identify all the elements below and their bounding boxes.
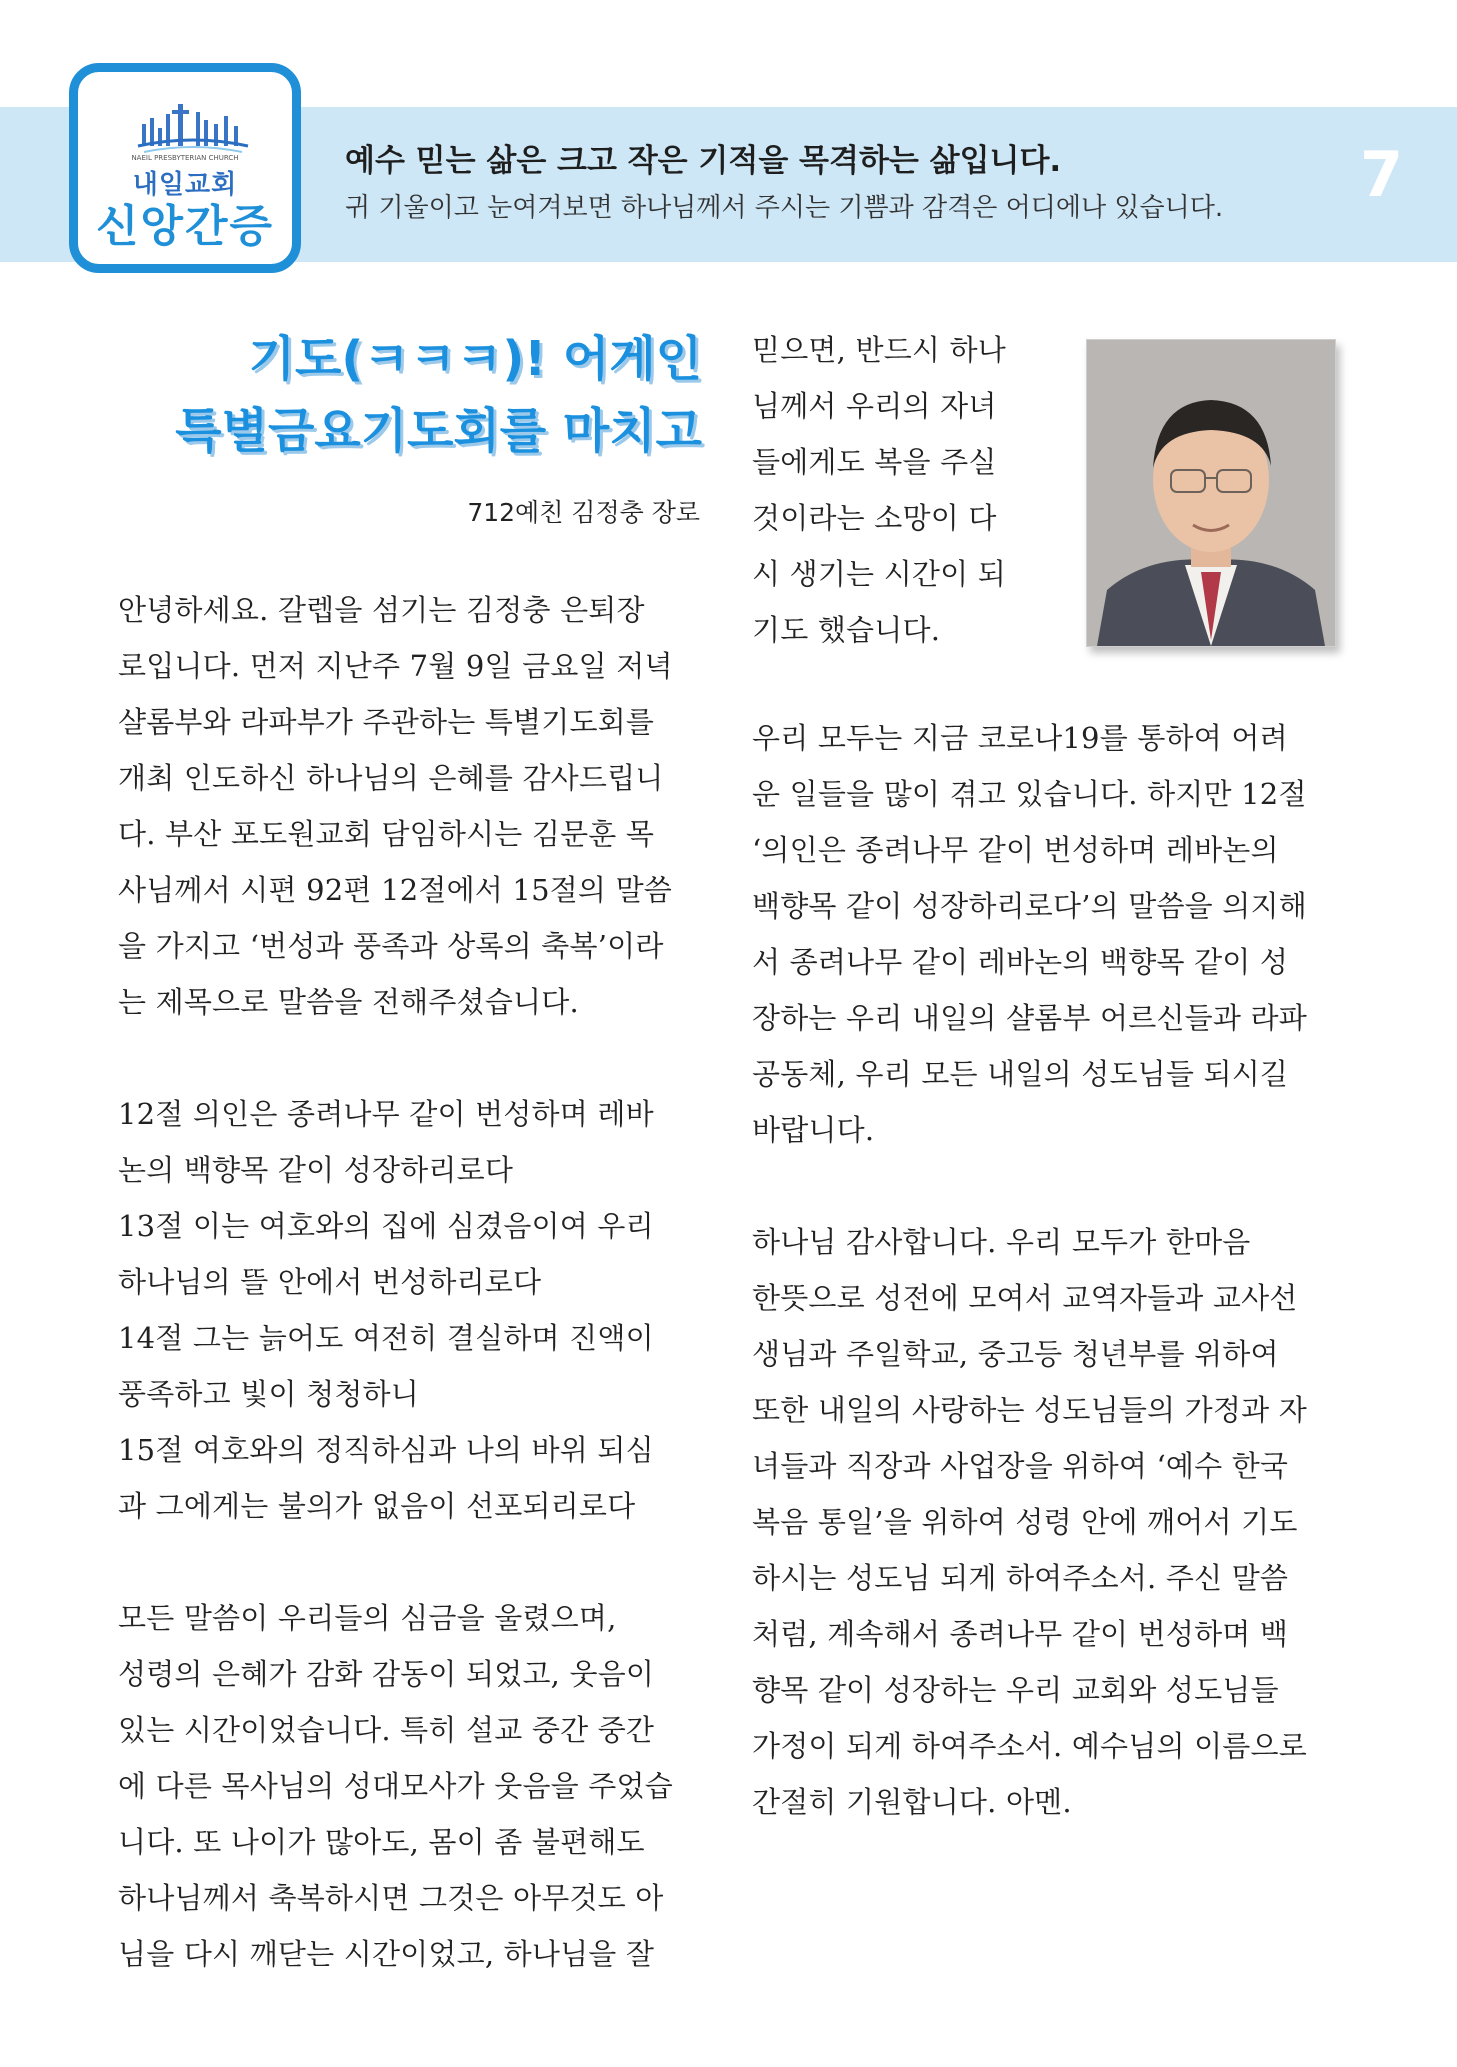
text-line: 님께서 우리의 자녀 xyxy=(752,389,997,423)
text-line: 다. 부산 포도원교회 담임하시는 김문훈 목 xyxy=(118,817,655,851)
right-top-text xyxy=(752,322,1006,658)
text-line: 복음 통일’을 위하여 성령 안에 깨어서 기도 xyxy=(752,1505,1298,1539)
text-line: 공동체, 우리 모든 내일의 성도님들 되시길 xyxy=(752,1057,1289,1091)
article-author: 712예친 김정충 장로 xyxy=(467,498,700,527)
page-number: 7 xyxy=(1360,138,1404,211)
text-line: 을 가지고 ‘번성과 풍족과 상록의 축복’이라 xyxy=(118,929,664,963)
text-line: 시 생기는 시간이 되 xyxy=(752,557,1006,591)
text-line: 님을 다시 깨닫는 시간이었고, 하나님을 잘 xyxy=(118,1937,655,1971)
text-line: 성령의 은혜가 감화 감동이 되었고, 웃음이 xyxy=(118,1657,655,1691)
text-line: 들에게도 복을 주실 xyxy=(752,445,997,479)
text-line: 로입니다. 먼저 지난주 7월 9일 금요일 저녁 xyxy=(118,649,673,683)
church-skyline-icon xyxy=(134,94,252,156)
text-line: ‘의인은 종려나무 같이 번성하며 레바논의 xyxy=(752,833,1279,867)
text-line: 처럼, 계속해서 종려나무 같이 번성하며 백 xyxy=(752,1617,1289,1651)
text-line: 안녕하세요. 갈렙을 섬기는 김정충 은퇴장 xyxy=(118,593,645,627)
text-line: 장하는 우리 내일의 샬롬부 어르신들과 라파 xyxy=(752,1001,1307,1035)
text-line: 운 일들을 많이 겪고 있습니다. 하지만 12절 xyxy=(752,777,1307,811)
text-line: 향목 같이 성장하는 우리 교회와 성도님들 xyxy=(752,1673,1279,1707)
text-line: 가정이 되게 하여주소서. 예수님의 이름으로 xyxy=(752,1729,1307,1763)
text-line: 생님과 주일학교, 중고등 청년부를 위하여 xyxy=(752,1337,1279,1371)
paragraph-gap xyxy=(118,1030,673,1086)
text-line: 사님께서 시편 92편 12절에서 15절의 말씀 xyxy=(118,873,672,907)
right-text-column xyxy=(752,710,1307,1830)
text-line: 바랍니다. xyxy=(752,1113,875,1147)
text-line: 12절 의인은 종려나무 같이 번성하며 레바 xyxy=(118,1097,654,1131)
text-line: 하나님의 뜰 안에서 번성하리로다 xyxy=(118,1265,542,1299)
left-text-column xyxy=(118,582,673,1982)
text-line: 간절히 기원합니다. 아멘. xyxy=(752,1785,1072,1819)
text-line: 녀들과 직장과 사업장을 위하여 ‘예수 한국 xyxy=(752,1449,1289,1483)
text-line: 에 다른 목사님의 성대모사가 웃음을 주었습 xyxy=(118,1769,673,1803)
church-logo-badge xyxy=(69,63,301,273)
text-line: 14절 그는 늙어도 여전히 결실하며 진액이 xyxy=(118,1321,654,1355)
text-line: 하나님께서 축복하시면 그것은 아무것도 아 xyxy=(118,1881,664,1915)
logo-tagline: NAEIL PRESBYTERIAN CHURCH xyxy=(131,154,239,162)
tagline-sub: 귀 기울이고 눈여겨보면 하나님께서 주시는 기쁨과 감격은 어디에나 있습니다. xyxy=(345,193,1224,223)
text-line: 백향목 같이 성장하리로다’의 말씀을 의지해 xyxy=(752,889,1307,923)
text-line: 과 그에게는 불의가 없음이 선포되리로다 xyxy=(118,1489,636,1523)
text-line: 샬롬부와 라파부가 주관하는 특별기도회를 xyxy=(118,705,655,739)
text-line: 한뜻으로 성전에 모여서 교역자들과 교사선 xyxy=(752,1281,1298,1315)
paragraph-gap xyxy=(118,1534,673,1590)
text-line: 개최 인도하신 하나님의 은혜를 감사드립니 xyxy=(118,761,664,795)
text-line: 모든 말씀이 우리들의 심금을 울렸으며, xyxy=(118,1601,617,1635)
text-line: 풍족하고 빛이 청청하니 xyxy=(118,1377,419,1411)
text-line: 있는 시간이었습니다. 특히 설교 중간 중간 xyxy=(118,1713,655,1747)
section-title: 신앙간증 xyxy=(95,201,274,252)
text-line: 15절 여호와의 정직하심과 나의 바위 되심 xyxy=(118,1433,654,1467)
text-line: 우리 모두는 지금 코로나19를 통하여 어려 xyxy=(752,721,1288,755)
text-line: 또한 내일의 사랑하는 성도님들의 가정과 자 xyxy=(752,1393,1307,1427)
author-photo xyxy=(1086,339,1336,647)
text-line: 13절 이는 여호와의 집에 심겼음이여 우리 xyxy=(118,1209,654,1243)
tagline-main: 예수 믿는 삶은 크고 작은 기적을 목격하는 삶입니다. xyxy=(345,143,1062,179)
text-line: 하시는 성도님 되게 하여주소서. 주신 말씀 xyxy=(752,1561,1289,1595)
text-line: 것이라는 소망이 다 xyxy=(752,501,997,535)
text-line: 는 제목으로 말씀을 전해주셨습니다. xyxy=(118,985,579,1019)
text-line: 기도 했습니다. xyxy=(752,613,941,647)
text-line: 논의 백향목 같이 성장하리로다 xyxy=(118,1153,514,1187)
text-line: 서 종려나무 같이 레바논의 백향목 같이 성 xyxy=(752,945,1289,979)
article-title-line2: 특별금요기도회를 마치고 xyxy=(175,403,702,459)
text-line: 하나님 감사합니다. 우리 모두가 한마음 xyxy=(752,1225,1251,1259)
article-title-line1: 기도(ㅋㅋㅋ)! 어게인 xyxy=(248,331,702,387)
church-name: 내일교회 xyxy=(132,170,238,200)
text-line: 믿으면, 반드시 하나 xyxy=(752,333,1006,367)
text-line: 니다. 또 나이가 많아도, 몸이 좀 불편해도 xyxy=(118,1825,645,1859)
paragraph-gap xyxy=(752,1158,1307,1214)
